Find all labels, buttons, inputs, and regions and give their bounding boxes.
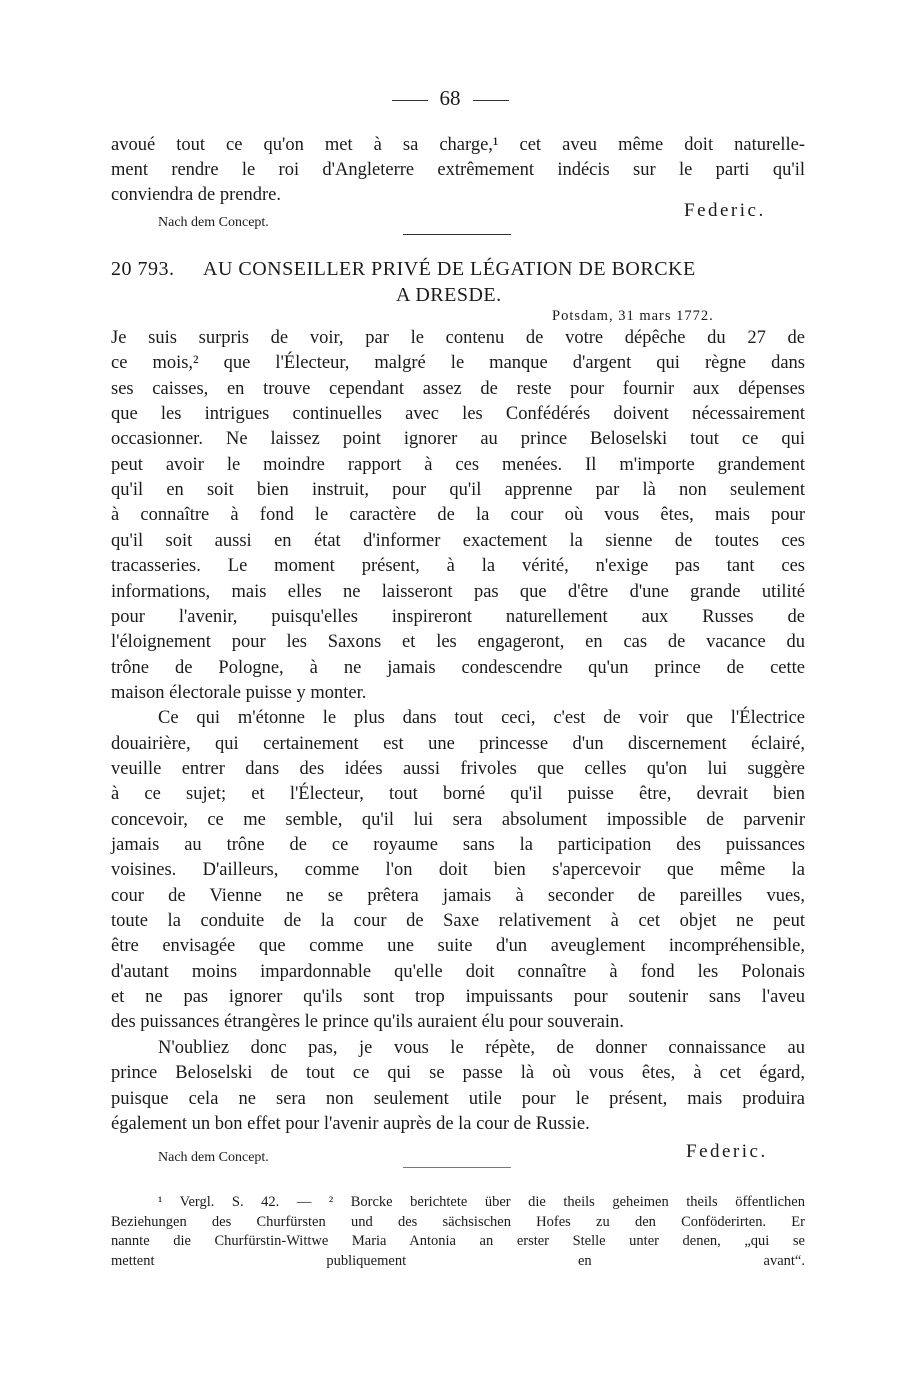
- text-line: à ce sujet; et l'Électeur, tout borné qu'il puisse être, devrait bien: [111, 784, 805, 805]
- page-number-header: [0, 86, 900, 111]
- text-line: être envisagée que comme une suite d'un aveuglement incompréhensible,: [111, 936, 805, 957]
- text-line: peut avoir le moindre rapport à ces menées. Il m'importe grandement: [111, 454, 805, 475]
- footnote-line: mettent publiquement en avant“.: [111, 1252, 805, 1269]
- text-line: et ne pas ignorer qu'ils sont trop impuissants pour soutenir sans l'aveu: [111, 987, 805, 1008]
- text-line: tracasseries. Le moment présent, à la vérité, n'exige pas tant ces: [111, 556, 805, 577]
- text-line: prince Beloselski de tout ce qui se passe là où vous êtes, à cet égard,: [111, 1063, 805, 1084]
- text-line: puisque cela ne sera non seulement utile pour le présent, mais produira: [111, 1088, 805, 1109]
- text-line: qu'il soit aussi en état d'informer exactement la sienne de toutes ces: [111, 530, 805, 551]
- text-line: concevoir, ce me semble, qu'il lui sera absolument impossible de parvenir: [111, 809, 805, 830]
- text-line: occasionner. Ne laissez point ignorer au prince Beloselski tout ce qui: [111, 429, 805, 450]
- footnote-line: Beziehungen des Churfürsten und des sächsischen Hofes zu den Conföderirten. Er: [111, 1213, 805, 1230]
- letter-number: 20 793.: [111, 258, 175, 280]
- section-divider: [403, 1167, 511, 1168]
- text-line: avoué tout ce qu'on met à sa charge,¹ cet aveu même doit naturelle-: [111, 135, 805, 155]
- text-line: ses caisses, en trouve cependant assez de reste pour fournir aux dépenses: [111, 378, 805, 399]
- dateline-date: 31 mars 1772.: [618, 308, 714, 324]
- header-dash-right: [473, 100, 509, 101]
- text-line: à connaître à fond le caractère de la cour où vous êtes, mais pour: [111, 505, 805, 526]
- text-line: informations, mais elles ne laisseront pas que d'être d'une grande utilité: [111, 581, 805, 602]
- dateline-place: Potsdam,: [552, 308, 614, 324]
- text-line: maison électorale puisse y monter.: [111, 682, 367, 703]
- text-line: toute la conduite de la cour de Saxe relativement à cet objet ne peut: [111, 911, 805, 932]
- section-divider: [403, 234, 511, 235]
- source-note: Nach dem Concept.: [158, 1150, 269, 1165]
- source-note: Nach dem Concept.: [158, 215, 269, 230]
- text-line: d'autant moins impardonnable qu'elle doit connaître à fond les Polonais: [111, 961, 805, 982]
- text-line: ment rendre le roi d'Angleterre extrêmement indécis sur le parti qu'il: [111, 160, 805, 180]
- text-line: trône de Pologne, à ne jamais condescendre qu'un prince de cette: [111, 657, 805, 678]
- signature: Federic.: [686, 1141, 768, 1162]
- text-line: cour de Vienne ne se prêtera jamais à seconder de pareilles vues,: [111, 885, 805, 906]
- text-line: que les intrigues continuelles avec les Confédérés doivent nécessairement: [111, 404, 805, 425]
- dateline: [552, 308, 714, 325]
- text-line: pour l'avenir, puisqu'elles inspireront naturellement aux Russes de: [111, 606, 805, 627]
- footnote-line: nannte die Churfürstin-Wittwe Maria Antonia an erster Stelle unter denen, „qui se: [111, 1233, 805, 1249]
- text-line: veuille entrer dans des idées aussi frivoles que celles qu'on lui suggère: [111, 758, 805, 779]
- text-line: voisines. D'ailleurs, comme l'on doit bien s'apercevoir que même la: [111, 860, 805, 881]
- letter-heading-place: A DRESDE.: [396, 284, 502, 306]
- footnote-line: ¹ Vergl. S. 42. — ² Borcke berichtete über die theils geheimen theils öffentlichen: [158, 1194, 805, 1210]
- header-dash-left: [392, 100, 428, 101]
- signature: Federic.: [684, 200, 766, 221]
- text-line: jamais au trône de ce royaume sans la participation des puissances: [111, 835, 805, 855]
- text-line: des puissances étrangères le prince qu'ils auraient élu pour souverain.: [111, 1012, 624, 1033]
- text-line: également un bon effet pour l'avenir auprès de la cour de Russie.: [111, 1113, 590, 1134]
- text-line: conviendra de prendre.: [111, 185, 282, 205]
- text-line: l'éloignement pour les Saxons et les engageront, en cas de vacance du: [111, 632, 805, 653]
- text-line: douairière, qui certainement est une princesse d'un discernement éclairé,: [111, 733, 805, 754]
- page-number: 68: [439, 86, 461, 110]
- text-line: Ce qui m'étonne le plus dans tout ceci, c'est de voir que l'Électrice: [158, 708, 805, 729]
- text-line: ce mois,² que l'Électeur, malgré le manque d'argent qui règne dans: [111, 353, 805, 374]
- text-line: Je suis surpris de voir, par le contenu de votre dépêche du 27 de: [111, 328, 805, 348]
- letter-heading: AU CONSEILLER PRIVÉ DE LÉGATION DE BORCKE: [203, 258, 696, 280]
- text-line: qu'il en soit bien instruit, pour qu'il apprenne par là non seulement: [111, 480, 805, 501]
- text-line: N'oubliez donc pas, je vous le répète, de donner connaissance au: [158, 1037, 805, 1058]
